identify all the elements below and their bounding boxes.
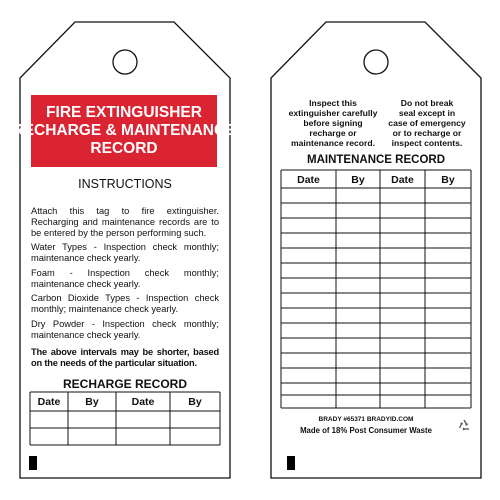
column-header-date: Date [131,396,155,408]
column-header-date: Date [391,174,414,186]
note-line: Do not break [400,98,454,108]
instruction-paragraph: Attach this tag to fire extinguisher. Recharging and maintenance records are to be entered by the person performing such. [31,206,219,239]
barcode-mark [287,456,295,470]
note-line: before signing [303,118,363,128]
maintenance-record-heading: MAINTENANCE RECORD [307,154,445,166]
seal-note [384,98,470,148]
recycled-content-line: Made of 18% Post Consumer Waste [300,426,432,435]
interval-note: The above intervals may be shorter, based on the needs of the particular situation. [31,347,219,369]
note-line: or to recharge or [392,128,462,138]
inspect-note [283,98,383,148]
recycle-icon [456,418,472,434]
note-line: maintenance record. [290,138,376,148]
instruction-paragraph: Carbon Dioxide Types - Inspection check monthly; maintenance check yearly. [31,293,219,315]
column-header-by: By [188,396,202,408]
column-header-by: By [85,396,99,408]
instruction-paragraph: Dry Powder - Inspection check monthly; maintenance check yearly. [31,319,219,341]
recharge-record-heading: RECHARGE RECORD [62,377,187,391]
title-line: RECHARGE & MAINTENANCE [12,122,236,139]
barcode-mark [29,456,37,470]
instruction-paragraph: Water Types - Inspection check monthly; maintenance check yearly. [31,242,219,264]
note-line: case of emergency [388,118,466,128]
title-line: RECORD [90,140,158,157]
note-line: Inspect this [309,98,357,108]
note-line: inspect contents. [391,138,463,148]
column-header-date: Date [37,396,61,408]
column-header-date: Date [297,174,320,186]
instructions-heading: INSTRUCTIONS [78,177,172,191]
brady-product-line: BRADY #65371 BRADYID.COM [318,416,414,423]
note-line: seal except in [398,108,456,118]
note-line: extinguisher carefully [288,108,378,118]
column-header-by: By [351,174,365,186]
instruction-paragraph: Foam - Inspection check monthly; maintenance check yearly. [31,268,219,290]
note-line: recharge or [309,128,357,138]
title-banner [12,95,236,167]
column-header-by: By [441,174,455,186]
title-line: FIRE EXTINGUISHER [46,104,202,121]
